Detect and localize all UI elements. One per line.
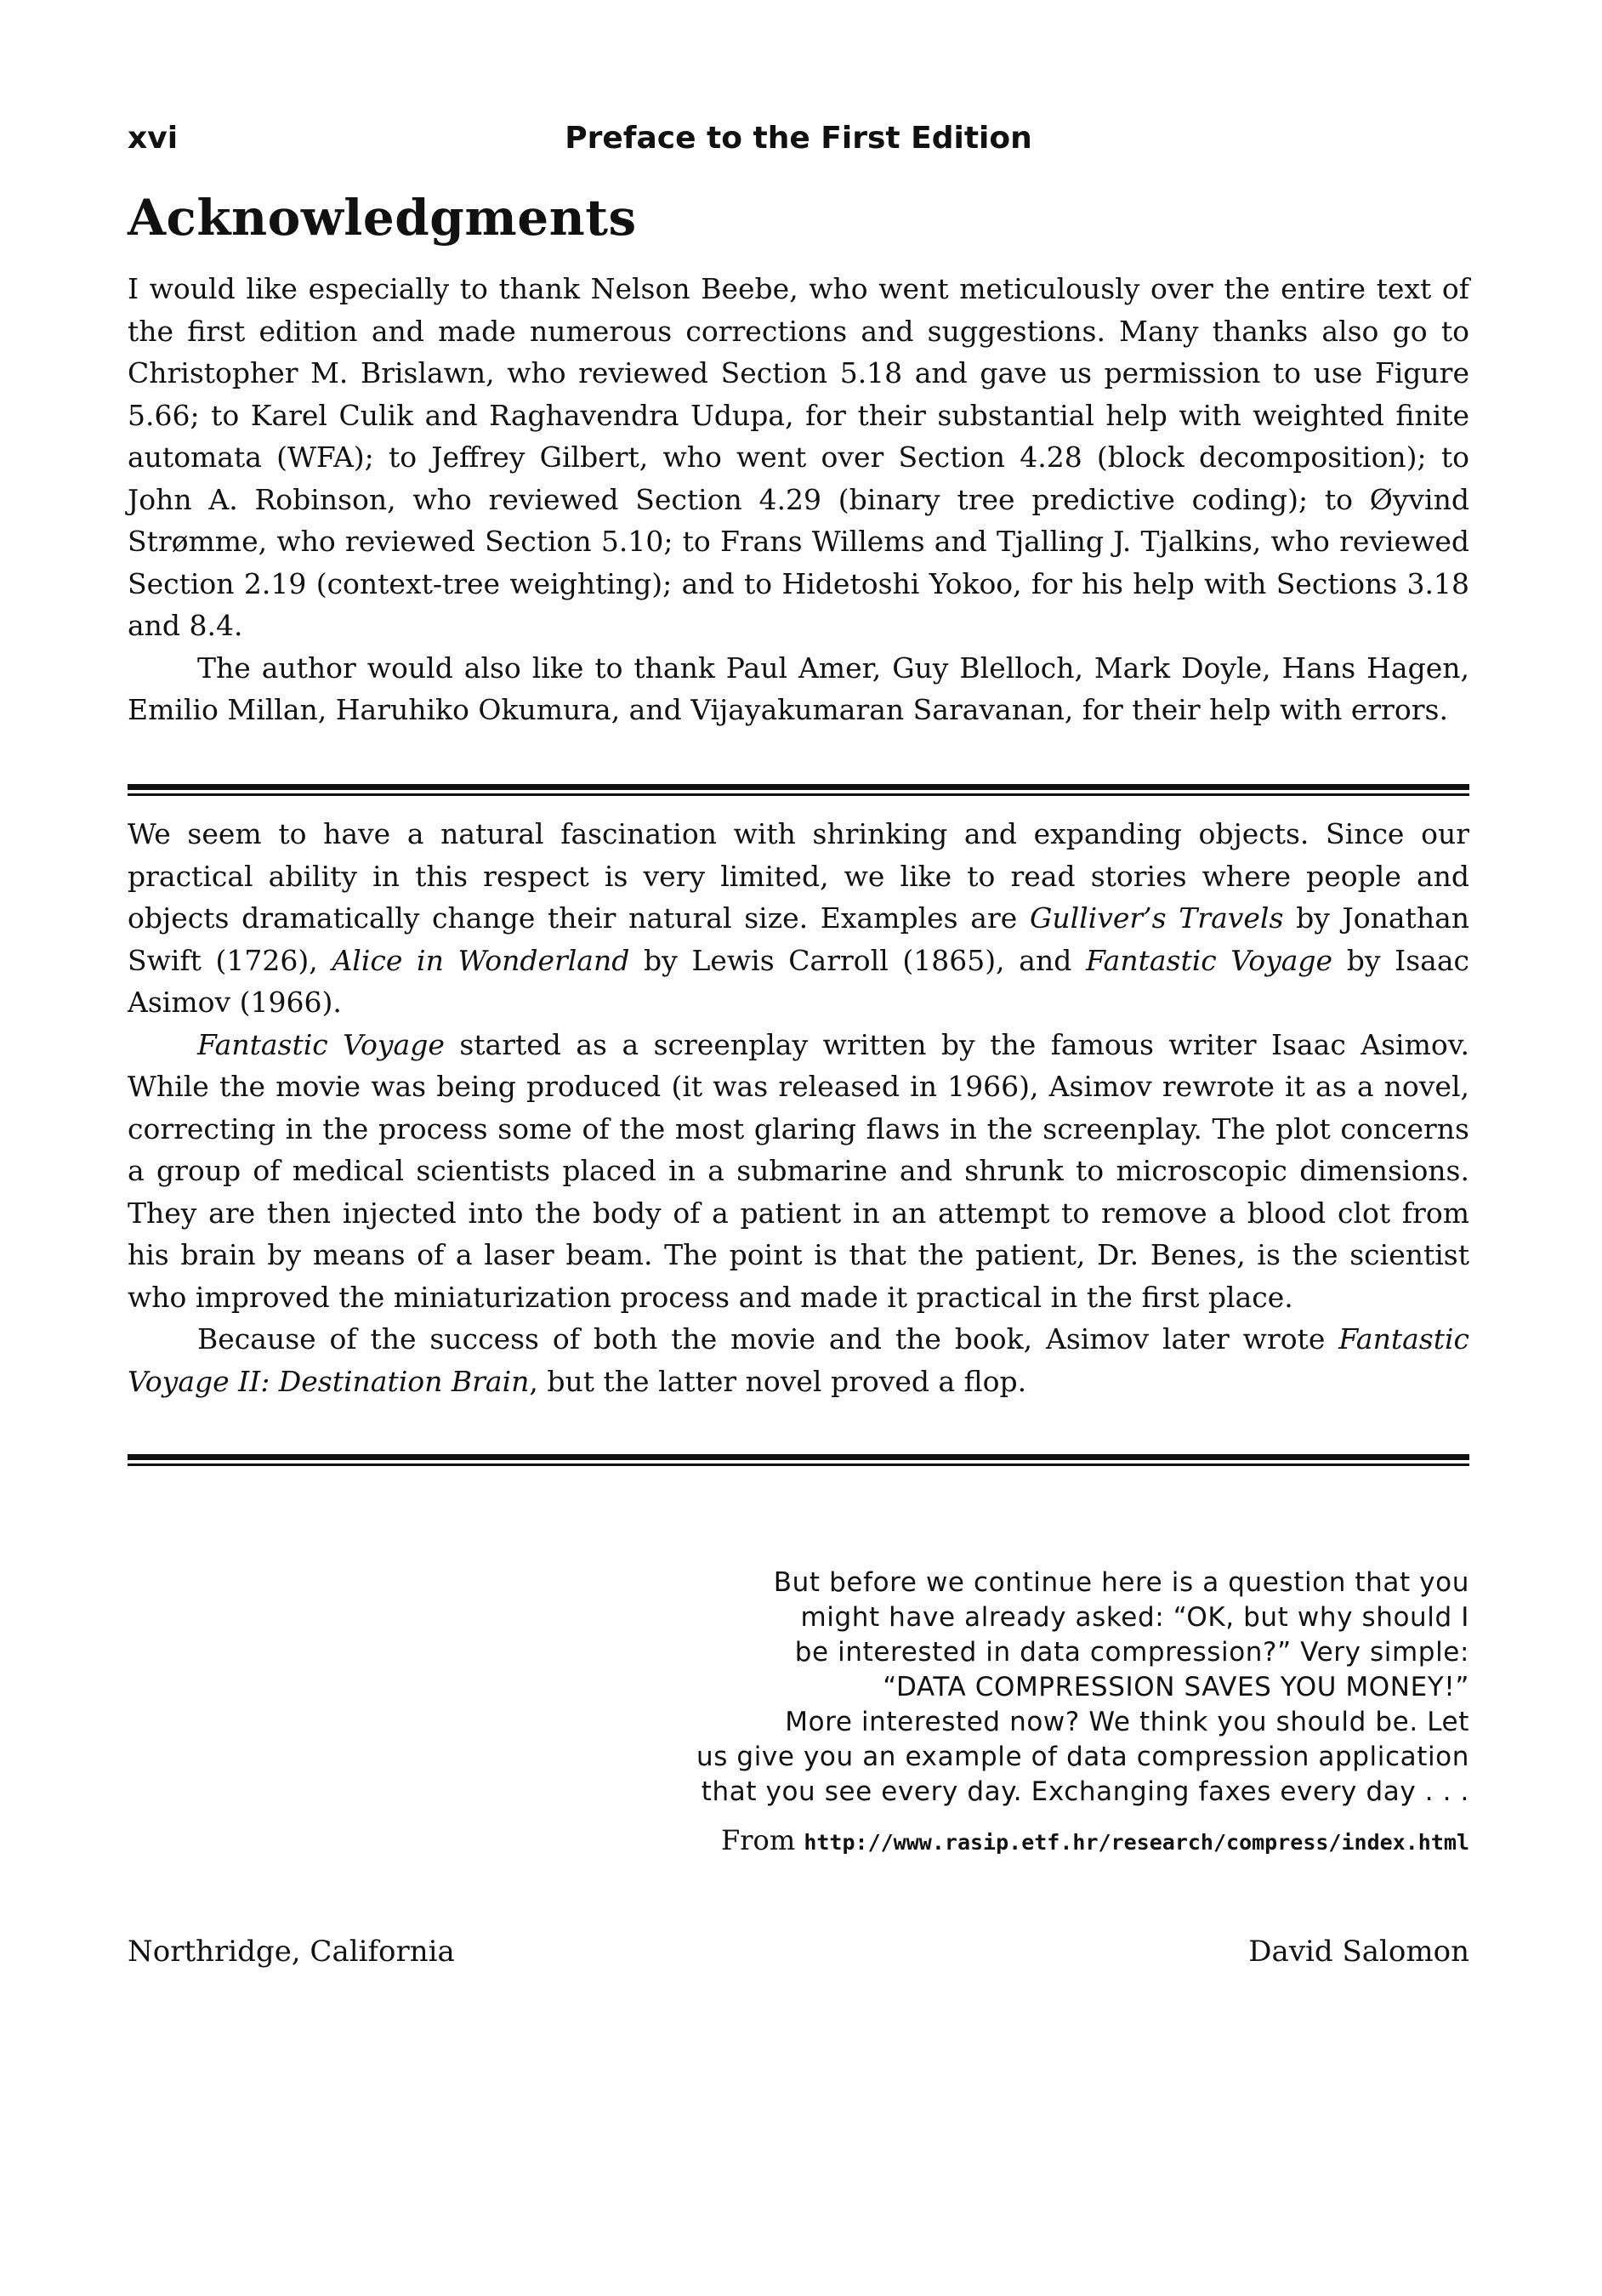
- double-rule-bottom: [128, 1454, 1469, 1466]
- quote-paragraph-2: Fantastic Voyage started as a screenplay written by the famous writer Isaac Asimov. While the movie was being produced (it was released in 1966), Asimov rewrote it as a novel, correcting in the process some of the most glaring flaws in the screenplay. The plot concerns a group of medical scientists placed in a submarine and shrunk to microscopic dimensions. They are then injected into the body of a patient in an attempt to remove a blood clot from his brain by means of a laser beam. The point is that the patient, Dr. Benes, is the scientist who improved the miniaturization process and made it practical in the first place.: [128, 1027, 1469, 1314]
- title-fantastic-voyage-2: Fantastic Voyage: [197, 1027, 445, 1061]
- title-alice-in-wonderland: Alice in Wonderland: [332, 943, 630, 977]
- signoff-place: Northridge, California: [128, 1935, 455, 1969]
- boxed-quote: [128, 813, 1469, 1402]
- running-title: Preface to the First Edition: [565, 121, 1032, 156]
- signoff-author: David Salomon: [1248, 1935, 1469, 1969]
- page-number: xvi: [128, 121, 179, 156]
- running-head: [128, 121, 1469, 165]
- quote-paragraph-1: We seem to have a natural fascination with shrinking and expanding objects. Since our practical ability in this respect is very limited, we like to read stories where people and objects dramatically change their natural size. Examples are Gulliver’s Travels by Jonathan Swift (1726), Alice in Wonderland by Lewis Carroll (1865), and Fantastic Voyage by Isaac Asimov (1966).: [128, 817, 1469, 1019]
- quote-paragraph-3: Because of the success of both the movie and the book, Asimov later wrote Fantastic Voyage II: Destination Brain, but the latter novel proved a flop.: [128, 1322, 1469, 1398]
- title-gullivers-travels: Gulliver’s Travels: [1029, 901, 1284, 935]
- source-prefix: From: [721, 1824, 804, 1856]
- acknowledgments-paragraph-1: I would like especially to thank Nelson Beebe, who went meticulously over the entire text of the first edition and made numerous corrections and suggestions. Many thanks also go to Christopher M. Brislawn, who reviewed Section 5.18 and gave us permission to use Figure 5.66; to Karel Culik and Raghavendra Udupa, for their substantial help with weighted finite automata (WFA); to Jeffrey Gilbert, who went over Section 4.28 (block decomposition); to John A. Robinson, who reviewed Section 4.29 (binary tree predictive coding); to Øyvind Strømme, who reviewed Section 5.10; to Frans Willems and Tjalling J. Tjalkins, who reviewed Section 2.19 (context-tree weighting); and to Hidetoshi Yokoo, for his help with Sections 3.18 and 8.4.: [128, 272, 1469, 642]
- epigraph-line: More interested now? We think you should be. Let: [785, 1707, 1469, 1737]
- acknowledgments-text: [128, 268, 1469, 731]
- title-destination-brain: Fantastic Voyage II: Destination Brain: [128, 1322, 1469, 1398]
- section-heading: Acknowledgments: [128, 189, 637, 247]
- epigraph: [636, 1566, 1469, 1810]
- epigraph-line: us give you an example of data compression application: [696, 1742, 1469, 1772]
- epigraph-source: [449, 1821, 1469, 1861]
- epigraph-line: But before we continue here is a question that you: [773, 1567, 1469, 1598]
- epigraph-line: be interested in data compression?” Very simple:: [794, 1637, 1469, 1668]
- epigraph-line: might have already asked: “OK, but why should I: [800, 1602, 1469, 1633]
- title-fantastic-voyage: Fantastic Voyage: [1086, 943, 1333, 977]
- signoff: [128, 1935, 1469, 1977]
- double-rule-top: [128, 784, 1469, 796]
- acknowledgments-paragraph-2: The author would also like to thank Paul Amer, Guy Blelloch, Mark Doyle, Hans Hagen, Emilio Millan, Haruhiko Okumura, and Vijayakumaran Saravanan, for their help with errors.: [128, 651, 1469, 726]
- epigraph-line: “DATA COMPRESSION SAVES YOU MONEY!”: [883, 1672, 1469, 1702]
- epigraph-line: that you see every day. Exchanging faxes every day . . .: [701, 1776, 1469, 1807]
- source-url: http://www.rasip.etf.hr/research/compress/index.html: [804, 1830, 1469, 1855]
